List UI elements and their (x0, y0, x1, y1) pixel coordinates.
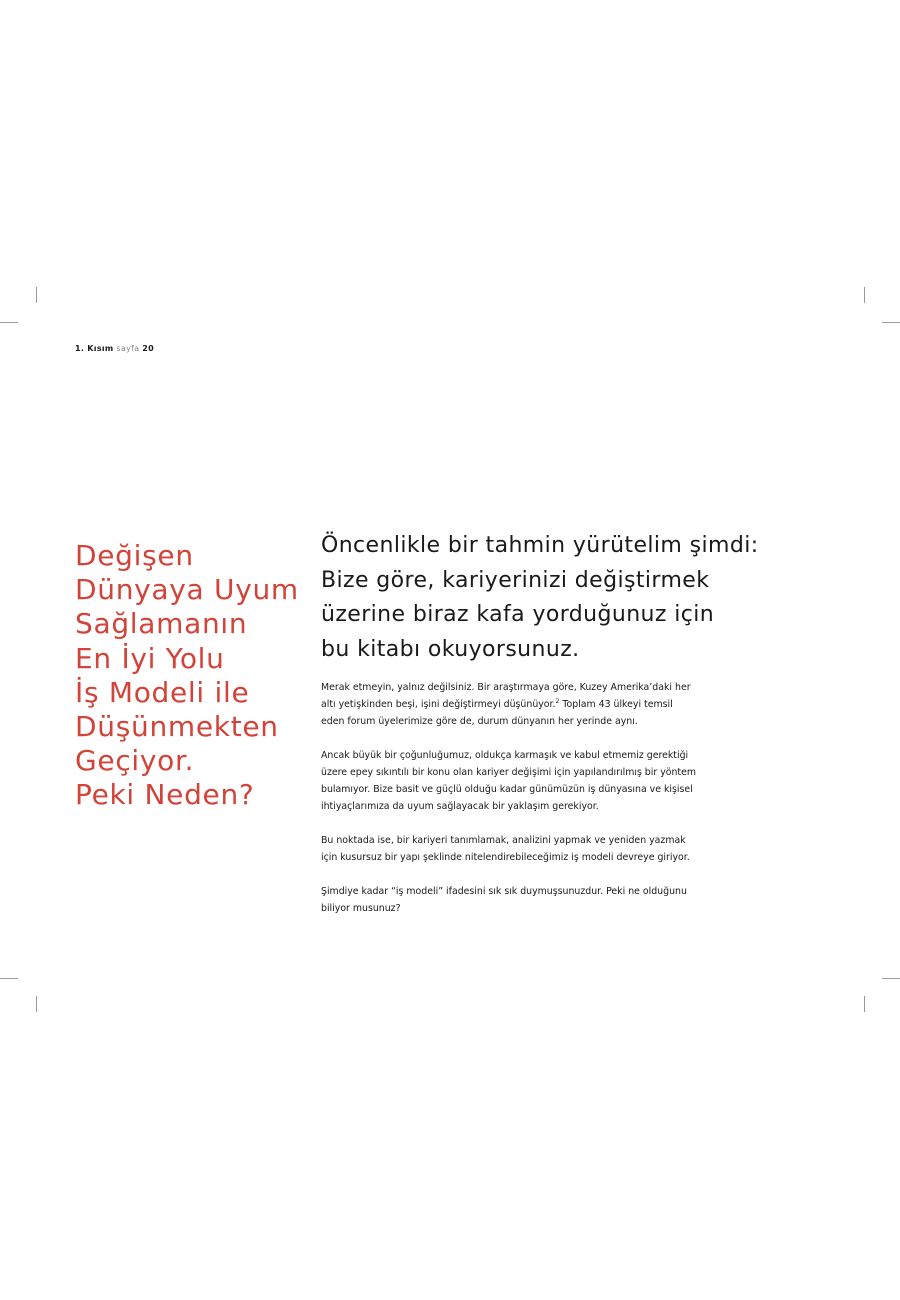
body-line: biliyor musunuz? (321, 903, 401, 914)
title-line: Değişen (75, 539, 194, 572)
running-head (75, 344, 154, 353)
body-line-segment: Toplam 43 ülkeyi temsil (559, 699, 673, 710)
lead-line: Bize göre, kariyerinizi değiştirmek (321, 567, 710, 593)
body-paragraph-3 (321, 832, 741, 866)
running-head-page-word: sayfa (116, 344, 140, 353)
title-line: Dünyaya Uyum (75, 573, 299, 607)
chapter-title (75, 539, 310, 813)
crop-mark-bottom-left-vertical (36, 996, 37, 1012)
body-paragraph-2 (321, 747, 741, 815)
body-paragraph-4 (321, 883, 741, 917)
footnote-reference: 2 (555, 697, 560, 705)
crop-mark-top-left-horizontal (0, 322, 18, 323)
body-line: Ancak büyük bir çoğunluğumuz, oldukça karmaşık ve kabul etmemiz gerektiği (321, 750, 689, 761)
body-line: Şimdiye kadar “iş modeli” ifadesini sık sık duymuşsunuzdur. Peki ne olduğunu (321, 886, 687, 897)
crop-mark-bottom-left-horizontal (0, 978, 18, 979)
crop-mark-bottom-right-horizontal (882, 978, 900, 979)
lead-paragraph (321, 529, 791, 667)
title-line: En İyi Yolu (75, 641, 225, 675)
lead-line: Öncenlikle bir tahmin yürütelim şimdi: (321, 533, 759, 558)
body-line-with-footnote (321, 696, 741, 713)
running-head-page-number: 20 (142, 344, 155, 353)
body-line: üzere epey sıkıntılı bir konu olan kariyer değişimi için yapılandırılmış bir yöntem (321, 767, 697, 778)
body-paragraph-1 (321, 679, 741, 730)
running-head-part: 1. Kısım (75, 344, 114, 353)
body-line-segment: altı yetişkinden beşi, işini değiştirmeyi düşünüyor. (321, 699, 556, 710)
title-line: Düşünmekten (75, 710, 279, 744)
lead-line: bu kitabı okuyorsunuz. (321, 636, 580, 662)
title-line: İş Modeli ile (75, 675, 250, 709)
body-line: Merak etmeyin, yalnız değilsiniz. Bir araştırmaya göre, Kuzey Amerika’daki her (321, 682, 691, 693)
body-line: bulamıyor. Bize basit ve güçlü olduğu kadar günümüzün iş dünyasına ve kişisel (321, 784, 693, 795)
crop-mark-bottom-right-vertical (864, 996, 865, 1012)
title-line: Sağlamanın (75, 607, 248, 641)
crop-mark-top-right-vertical (864, 287, 865, 303)
title-line: Peki Neden? (75, 778, 255, 812)
lead-line: üzerine biraz kafa yorduğunuz için (321, 602, 715, 627)
crop-mark-top-left-vertical (36, 287, 37, 303)
title-line: Geçiyor. (75, 744, 195, 778)
body-line: ihtiyaçlarımıza da uyum sağlayacak bir yaklaşım gerekiyor. (321, 801, 599, 812)
body-line: Bu noktada ise, bir kariyeri tanımlamak, analizini yapmak ve yeniden yazmak (321, 835, 686, 846)
crop-mark-top-right-horizontal (882, 322, 900, 323)
body-line: eden forum üyelerimize göre de, durum dünyanın her yerinde aynı. (321, 716, 638, 727)
body-text (321, 679, 741, 934)
body-line: için kusursuz bir yapı şeklinde nitelendirebileceğimiz iş modeli devreye giriyor. (321, 852, 690, 863)
